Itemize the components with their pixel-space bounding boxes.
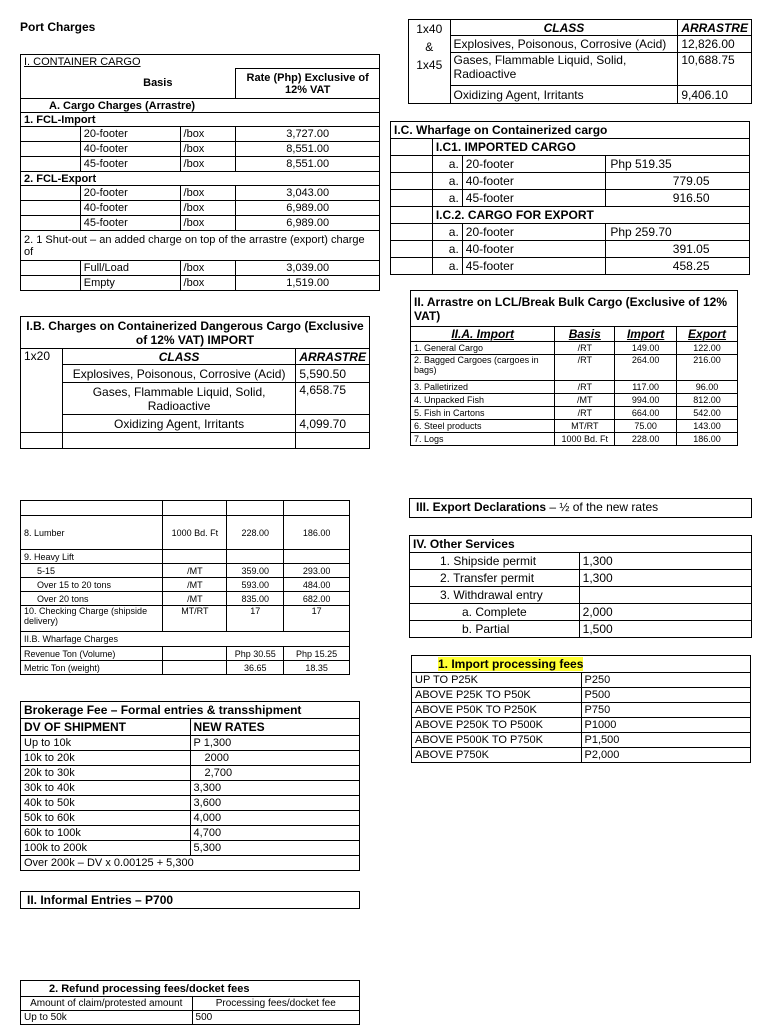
item-cell: Over 15 to 20 tons bbox=[21, 578, 163, 592]
refund-title: 2. Refund processing fees/docket fees bbox=[21, 981, 360, 997]
range-cell: ABOVE P50K TO P250K bbox=[412, 703, 582, 718]
item-cell: Over 20 tons bbox=[21, 592, 163, 606]
basis-cell: /box bbox=[180, 216, 236, 231]
table-row bbox=[410, 587, 752, 604]
shutout-note: 2. 1 Shut-out – an added charge on top of the arrastre (export) charge of bbox=[21, 231, 380, 261]
item-cell: 5. Fish in Cartons bbox=[411, 407, 555, 420]
table-row bbox=[410, 604, 752, 621]
size-label-2: & bbox=[425, 40, 434, 54]
table-row bbox=[409, 53, 752, 86]
import-cell: 593.00 bbox=[227, 578, 284, 592]
table-row bbox=[391, 156, 750, 173]
basis-cell: /MT bbox=[163, 592, 227, 606]
rate-cell: P 1,300 bbox=[190, 736, 359, 751]
table-row bbox=[21, 592, 350, 606]
size-cell: Empty bbox=[80, 276, 180, 291]
table-row bbox=[21, 781, 360, 796]
size-cell: 20-footer bbox=[462, 224, 606, 241]
class-cell: Explosives, Poisonous, Corrosive (Acid) bbox=[450, 36, 678, 53]
item-cell: 10. Checking Charge (shipside delivery) bbox=[21, 606, 163, 632]
table-row bbox=[21, 127, 380, 142]
table-row bbox=[21, 796, 360, 811]
service-value: 1,500 bbox=[579, 621, 751, 638]
letter-cell: a. bbox=[432, 156, 462, 173]
fee-cell: P1,500 bbox=[581, 733, 751, 748]
wharfage-title: I.C. Wharfage on Containerized cargo bbox=[391, 122, 750, 139]
table-row bbox=[391, 173, 750, 190]
value-cell: 5,590.50 bbox=[296, 365, 370, 383]
fee-cell: P2,000 bbox=[581, 748, 751, 763]
dv-cell: 10k to 20k bbox=[21, 751, 191, 766]
item-cell: 8. Lumber bbox=[21, 516, 163, 550]
dv-cell: 100k to 200k bbox=[21, 841, 191, 856]
table-row bbox=[409, 36, 752, 53]
export-cell: 18.35 bbox=[284, 661, 350, 675]
table-row bbox=[21, 826, 360, 841]
table-row bbox=[411, 355, 738, 381]
value-cell: 4,658.75 bbox=[296, 383, 370, 415]
table-row bbox=[411, 394, 738, 407]
dangerous-top-table bbox=[408, 19, 752, 104]
item-cell: Revenue Ton (Volume) bbox=[21, 647, 163, 661]
col-claim-header: Amount of claim/protested amount bbox=[21, 997, 193, 1011]
rate-cell: 8,551.00 bbox=[236, 157, 380, 172]
import-cell: 228.00 bbox=[227, 516, 284, 550]
basis-cell: /RT bbox=[555, 381, 615, 394]
table-row bbox=[391, 258, 750, 275]
size-label: 1x20 bbox=[21, 349, 63, 433]
table-row bbox=[412, 688, 751, 703]
table-row bbox=[21, 261, 380, 276]
col-import-val-header: Import bbox=[615, 327, 677, 342]
table-row bbox=[21, 578, 350, 592]
letter-cell: a. bbox=[432, 190, 462, 207]
import-cell: 117.00 bbox=[615, 381, 677, 394]
size-cell: 40-footer bbox=[80, 142, 180, 157]
size-label-3: 1x45 bbox=[416, 58, 443, 72]
letter-cell: a. bbox=[432, 173, 462, 190]
table-row bbox=[21, 276, 380, 291]
service-value: 1,300 bbox=[579, 570, 751, 587]
import-cell: 75.00 bbox=[615, 420, 677, 433]
size-cell: 45-footer bbox=[80, 157, 180, 172]
fee-cell: P1000 bbox=[581, 718, 751, 733]
class-cell: Oxidizing Agent, Irritants bbox=[62, 415, 295, 433]
wharfage-table bbox=[390, 121, 750, 275]
rate-cell: 3,039.00 bbox=[236, 261, 380, 276]
rate-cell: 1,519.00 bbox=[236, 276, 380, 291]
table-row bbox=[410, 570, 752, 587]
table-row bbox=[412, 748, 751, 763]
col-export-header: Export bbox=[677, 327, 738, 342]
fee-cell: P500 bbox=[581, 688, 751, 703]
basis-cell: /MT bbox=[163, 578, 227, 592]
imported-label: I.C1. IMPORTED CARGO bbox=[432, 139, 749, 156]
claim-cell: Up to 50k bbox=[21, 1011, 193, 1025]
basis-cell: 1000 Bd. Ft bbox=[555, 433, 615, 446]
arrastre-header: ARRASTRE bbox=[296, 349, 370, 365]
arrastre-header: ARRASTRE bbox=[678, 20, 752, 36]
table-row bbox=[21, 383, 370, 415]
table-row bbox=[21, 647, 350, 661]
export-label: I.C.2. CARGO FOR EXPORT bbox=[432, 207, 749, 224]
export-decl-title: III. Export Declarations bbox=[416, 500, 547, 514]
item-cell: 1. General Cargo bbox=[411, 342, 555, 355]
table-row bbox=[21, 811, 360, 826]
range-cell: ABOVE P500K TO P750K bbox=[412, 733, 582, 748]
basis-cell: MT/RT bbox=[163, 606, 227, 632]
dv-cell: 50k to 60k bbox=[21, 811, 191, 826]
table-row bbox=[412, 703, 751, 718]
col-fee-header: Processing fees/docket fee bbox=[192, 997, 359, 1011]
col-basis-header: Basis bbox=[555, 327, 615, 342]
letter-cell: a. bbox=[432, 224, 462, 241]
item-cell: 7. Logs bbox=[411, 433, 555, 446]
size-cell: 40-footer bbox=[80, 201, 180, 216]
export-cell: 812.00 bbox=[677, 394, 738, 407]
fee-cell: P250 bbox=[581, 673, 751, 688]
table-row bbox=[411, 407, 738, 420]
fee-cell: 500 bbox=[192, 1011, 359, 1025]
rate-cell: 4,700 bbox=[190, 826, 359, 841]
import-cell: 664.00 bbox=[615, 407, 677, 420]
import-fees-table bbox=[411, 655, 751, 763]
basis-cell: /MT bbox=[555, 394, 615, 407]
rate-cell: 6,989.00 bbox=[236, 216, 380, 231]
rate-cell: 4,000 bbox=[190, 811, 359, 826]
rate-cell: 6,989.00 bbox=[236, 201, 380, 216]
value-cell: 4,099.70 bbox=[296, 415, 370, 433]
basis-cell: /RT bbox=[555, 342, 615, 355]
lcl-continued-table bbox=[20, 500, 350, 675]
basis-cell: /box bbox=[180, 157, 236, 172]
export-cell: 542.00 bbox=[677, 407, 738, 420]
table-row bbox=[21, 516, 350, 550]
arrastre-label: A. Cargo Charges (Arrastre) bbox=[21, 99, 380, 113]
dv-cell: 40k to 50k bbox=[21, 796, 191, 811]
basis-cell: /RT bbox=[555, 407, 615, 420]
import-cell: 264.00 bbox=[615, 355, 677, 381]
brokerage-table bbox=[20, 701, 360, 871]
table-row bbox=[21, 661, 350, 675]
rate-cell: 3,727.00 bbox=[236, 127, 380, 142]
rate-cell: 2,700 bbox=[190, 766, 359, 781]
table-row bbox=[21, 415, 370, 433]
lcl-title: II. Arrastre on LCL/Break Bulk Cargo (Exclusive of 12% VAT) bbox=[411, 291, 738, 327]
basis-cell: /MT bbox=[163, 564, 227, 578]
basis-cell: /box bbox=[180, 186, 236, 201]
basis-cell: /box bbox=[180, 142, 236, 157]
size-label-1: 1x40 bbox=[416, 22, 443, 36]
table-row bbox=[21, 564, 350, 578]
class-cell: Gases, Flammable Liquid, Solid, Radioactive bbox=[62, 383, 295, 415]
dangerous-import-title: I.B. Charges on Containerized Dangerous Cargo (Exclusive of 12% VAT) IMPORT bbox=[21, 317, 370, 349]
container-cargo-header: I. CONTAINER CARGO bbox=[24, 55, 141, 68]
rate-cell: 3,600 bbox=[190, 796, 359, 811]
brokerage-title: Brokerage Fee – Formal entries & transshipment bbox=[21, 702, 360, 719]
dv-cell: 20k to 30k bbox=[21, 766, 191, 781]
export-decl-rest: – ½ of the new rates bbox=[546, 500, 659, 514]
import-cell: 994.00 bbox=[615, 394, 677, 407]
value-cell: 916.50 bbox=[606, 190, 750, 207]
table-row bbox=[411, 420, 738, 433]
table-row bbox=[21, 142, 380, 157]
import-cell: 36.65 bbox=[227, 661, 284, 675]
table-row bbox=[21, 751, 360, 766]
service-value: 1,300 bbox=[579, 553, 751, 570]
rate-header: Rate (Php) Exclusive of 12% VAT bbox=[236, 69, 380, 99]
export-cell: 143.00 bbox=[677, 420, 738, 433]
basis-header: Basis bbox=[80, 69, 236, 99]
basis-cell: MT/RT bbox=[555, 420, 615, 433]
value-cell: 458.25 bbox=[606, 258, 750, 275]
table-row bbox=[410, 621, 752, 638]
size-cell: 20-footer bbox=[80, 127, 180, 142]
item-cell: Metric Ton (weight) bbox=[21, 661, 163, 675]
export-declarations bbox=[409, 498, 752, 518]
value-cell: 779.05 bbox=[606, 173, 750, 190]
table-row bbox=[21, 1011, 360, 1025]
rate-cell: 2000 bbox=[190, 751, 359, 766]
dv-cell: 60k to 100k bbox=[21, 826, 191, 841]
value-cell: 391.05 bbox=[606, 241, 750, 258]
range-cell: ABOVE P750K bbox=[412, 748, 582, 763]
table-row bbox=[21, 186, 380, 201]
table-row bbox=[411, 342, 738, 355]
export-cell: 122.00 bbox=[677, 342, 738, 355]
rate-cell: 3,043.00 bbox=[236, 186, 380, 201]
dv-cell: Up to 10k bbox=[21, 736, 191, 751]
table-row bbox=[391, 224, 750, 241]
table-row bbox=[412, 733, 751, 748]
table-row bbox=[391, 190, 750, 207]
basis-cell: /box bbox=[180, 276, 236, 291]
other-services-title: IV. Other Services bbox=[410, 536, 752, 553]
size-cell: Full/Load bbox=[80, 261, 180, 276]
value-cell: Php 259.70 bbox=[606, 224, 750, 241]
size-cell: 45-footer bbox=[462, 258, 606, 275]
basis-cell: /box bbox=[180, 201, 236, 216]
basis-cell: /box bbox=[180, 261, 236, 276]
table-row bbox=[410, 553, 752, 570]
import-cell: 17 bbox=[227, 606, 284, 632]
import-cell: 149.00 bbox=[615, 342, 677, 355]
fcl-export-label: 2. FCL-Export bbox=[21, 172, 380, 186]
item-cell: 6. Steel products bbox=[411, 420, 555, 433]
table-row bbox=[412, 718, 751, 733]
table-row bbox=[21, 841, 360, 856]
table-row bbox=[21, 766, 360, 781]
class-header: CLASS bbox=[62, 349, 295, 365]
table-row bbox=[21, 736, 360, 751]
col-import-header: II.A. Import bbox=[411, 327, 555, 342]
class-header: CLASS bbox=[450, 20, 678, 36]
service-label: 2. Transfer permit bbox=[410, 570, 580, 587]
rate-cell: 5,300 bbox=[190, 841, 359, 856]
import-cell: 359.00 bbox=[227, 564, 284, 578]
class-cell: Oxidizing Agent, Irritants bbox=[450, 86, 678, 104]
table-row bbox=[21, 201, 380, 216]
table-row bbox=[21, 606, 350, 632]
container-cargo-table bbox=[20, 54, 380, 291]
service-value: 2,000 bbox=[579, 604, 751, 621]
table-row bbox=[21, 216, 380, 231]
table-row bbox=[411, 381, 738, 394]
range-cell: UP TO P25K bbox=[412, 673, 582, 688]
export-cell: 96.00 bbox=[677, 381, 738, 394]
rate-cell: 8,551.00 bbox=[236, 142, 380, 157]
refund-table bbox=[20, 980, 360, 1025]
item-cell: 3. Palletirized bbox=[411, 381, 555, 394]
table-row bbox=[412, 673, 751, 688]
letter-cell: a. bbox=[432, 241, 462, 258]
import-fees-title: 1. Import processing fees bbox=[438, 657, 584, 671]
basis-cell: /RT bbox=[555, 355, 615, 381]
import-cell: Php 30.55 bbox=[227, 647, 284, 661]
item-cell: 2. Bagged Cargoes (cargoes in bags) bbox=[411, 355, 555, 381]
size-cell: 20-footer bbox=[80, 186, 180, 201]
export-cell: 17 bbox=[284, 606, 350, 632]
wharfage-charges-label: II.B. Wharfage Charges bbox=[21, 632, 350, 647]
range-cell: ABOVE P250K TO P500K bbox=[412, 718, 582, 733]
value-cell: Php 519.35 bbox=[606, 156, 750, 173]
export-cell: 484.00 bbox=[284, 578, 350, 592]
import-cell: 228.00 bbox=[615, 433, 677, 446]
export-cell: 216.00 bbox=[677, 355, 738, 381]
class-cell: Explosives, Poisonous, Corrosive (Acid) bbox=[62, 365, 295, 383]
range-cell: ABOVE P25K TO P50K bbox=[412, 688, 582, 703]
service-label: a. Complete bbox=[410, 604, 580, 621]
page-title: Port Charges bbox=[20, 20, 96, 34]
service-label: 3. Withdrawal entry bbox=[410, 587, 580, 604]
lcl-table bbox=[410, 290, 738, 446]
fcl-import-label: 1. FCL-Import bbox=[21, 113, 380, 127]
table-row bbox=[21, 157, 380, 172]
col-dv-header: DV OF SHIPMENT bbox=[21, 719, 191, 736]
table-row bbox=[411, 433, 738, 446]
other-services-table bbox=[409, 535, 752, 638]
service-label: 1. Shipside permit bbox=[410, 553, 580, 570]
fee-cell: P750 bbox=[581, 703, 751, 718]
export-cell: Php 15.25 bbox=[284, 647, 350, 661]
export-cell: 186.00 bbox=[677, 433, 738, 446]
basis-cell: /box bbox=[180, 127, 236, 142]
item-cell: 5-15 bbox=[21, 564, 163, 578]
export-cell: 682.00 bbox=[284, 592, 350, 606]
size-cell: 20-footer bbox=[462, 156, 606, 173]
col-rate-header: NEW RATES bbox=[190, 719, 359, 736]
dangerous-import-table bbox=[20, 316, 370, 449]
item-cell: 4. Unpacked Fish bbox=[411, 394, 555, 407]
service-label: b. Partial bbox=[410, 621, 580, 638]
size-cell: 40-footer bbox=[462, 173, 606, 190]
table-row bbox=[21, 365, 370, 383]
table-row bbox=[391, 241, 750, 258]
dv-cell: 30k to 40k bbox=[21, 781, 191, 796]
table-row bbox=[409, 86, 752, 104]
letter-cell: a. bbox=[432, 258, 462, 275]
rate-cell: 3,300 bbox=[190, 781, 359, 796]
value-cell: 10,688.75 bbox=[678, 53, 752, 86]
service-value bbox=[579, 587, 751, 604]
brokerage-over: Over 200k – DV x 0.00125 + 5,300 bbox=[21, 856, 360, 871]
heavy-lift-label: 9. Heavy Lift bbox=[21, 550, 163, 564]
value-cell: 12,826.00 bbox=[678, 36, 752, 53]
export-cell: 186.00 bbox=[284, 516, 350, 550]
informal-entries: II. Informal Entries – P700 bbox=[20, 891, 360, 909]
import-cell: 835.00 bbox=[227, 592, 284, 606]
size-cell: 45-footer bbox=[80, 216, 180, 231]
value-cell: 9,406.10 bbox=[678, 86, 752, 104]
basis-cell: 1000 Bd. Ft bbox=[163, 516, 227, 550]
size-cell: 45-footer bbox=[462, 190, 606, 207]
class-cell: Gases, Flammable Liquid, Solid, Radioactive bbox=[450, 53, 678, 86]
size-cell: 40-footer bbox=[462, 241, 606, 258]
export-cell: 293.00 bbox=[284, 564, 350, 578]
